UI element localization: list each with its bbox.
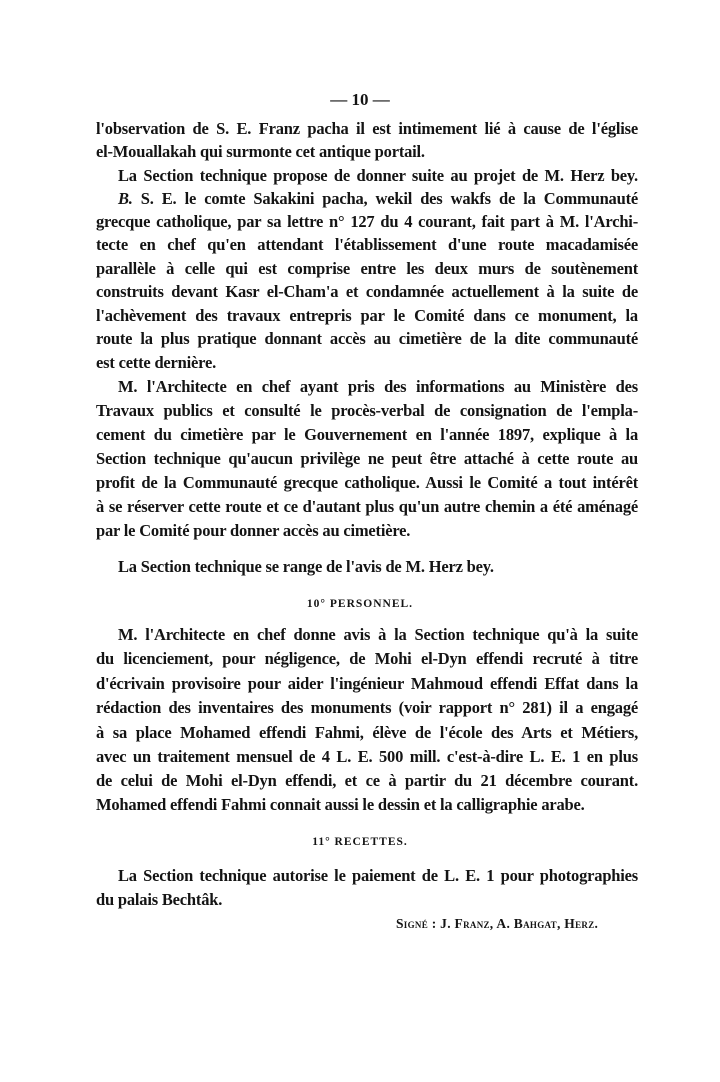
text-line: d'écrivain provisoire pour aider l'ingénieur Mahmoud effendi Effat dans la (96, 674, 638, 693)
section-heading-recettes: 11° RECETTES. (312, 836, 408, 848)
text-line: route la plus pratique donnant accès au cimetière de la dite communauté (96, 329, 638, 348)
text-line: construits devant Kasr el-Cham'a et condamnée actuellement à la suite de (96, 282, 638, 301)
text-line: tecte en chef qu'en attendant l'établissement d'une route macadamisée (96, 235, 638, 254)
page-number: — 10 — (330, 90, 390, 109)
text-line: M. l'Architecte en chef ayant pris des informations au Ministère des (118, 377, 638, 396)
text-line: La Section technique se range de l'avis de M. Herz bey. (118, 557, 494, 576)
text-line: avec un traitement mensuel de 4 L. E. 500 mill. c'est-à-dire L. E. 1 en plus (96, 747, 638, 766)
text-line: du palais Bechtâk. (96, 890, 223, 909)
text-line: el-Mouallakah qui surmonte cet antique portail. (96, 142, 425, 161)
section-heading-personnel: 10° PERSONNEL. (306, 598, 414, 610)
text-line: Travaux publics et consulté le procès-verbal de consignation de l'empla- (96, 401, 638, 420)
text-line: S. E. le comte Sakakini pacha, wekil des wakfs de la Communauté (140, 189, 638, 208)
text-line: La Section technique propose de donner suite au projet de M. Herz bey. (118, 166, 638, 185)
text-line: par le Comité pour donner accès au cimetière. (96, 521, 411, 540)
text-line: Section technique qu'aucun privilège ne peut être attaché à cette route au (96, 449, 638, 468)
item-b-marker: B. (118, 189, 133, 208)
text-line: La Section technique autorise le paiement de L. E. 1 pour photographies (118, 866, 638, 885)
text-line: profit de la Communauté grecque catholique. Aussi le Comité a tout intérêt (96, 473, 638, 492)
text-line: rédaction des inventaires des monuments (voir rapport n° 281) il a engagé (96, 698, 638, 717)
text-line: du licenciement, pour négligence, de Mohi el-Dyn effendi recruté à titre (96, 649, 638, 668)
text-line: cement du cimetière par le Gouvernement en l'année 1897, explique à la (96, 425, 638, 444)
text-line: de celui de Mohi el-Dyn effendi, et ce à partir du 21 décembre courant. (96, 771, 638, 790)
text-line: Mohamed effendi Fahmi connait aussi le dessin et la calligraphie arabe. (96, 795, 585, 814)
signature-line: Signé : J. Franz, A. Bahgat, Herz. (396, 916, 599, 931)
text-line: est cette dernière. (96, 353, 217, 372)
text-line-item-b (118, 189, 638, 209)
text-line: parallèle à celle qui est comprise entre les deux murs de soutènement (96, 259, 638, 278)
text-line: l'observation de S. E. Franz pacha il est intimement lié à cause de l'église (96, 119, 638, 138)
text-line: à sa place Mohamed effendi Fahmi, élève de l'école des Arts et Métiers, (96, 723, 638, 742)
text-line: M. l'Architecte en chef donne avis à la Section technique qu'à la suite (118, 625, 638, 644)
text-line: à se réserver cette route et ce d'autant plus qu'un autre chemin a été aménagé (96, 497, 638, 516)
text-line: l'achèvement des travaux entrepris par le Comité dans ce monument, la (96, 306, 638, 325)
text-line: grecque catholique, par sa lettre n° 127 du 4 courant, fait part à M. l'Archi- (96, 212, 638, 231)
